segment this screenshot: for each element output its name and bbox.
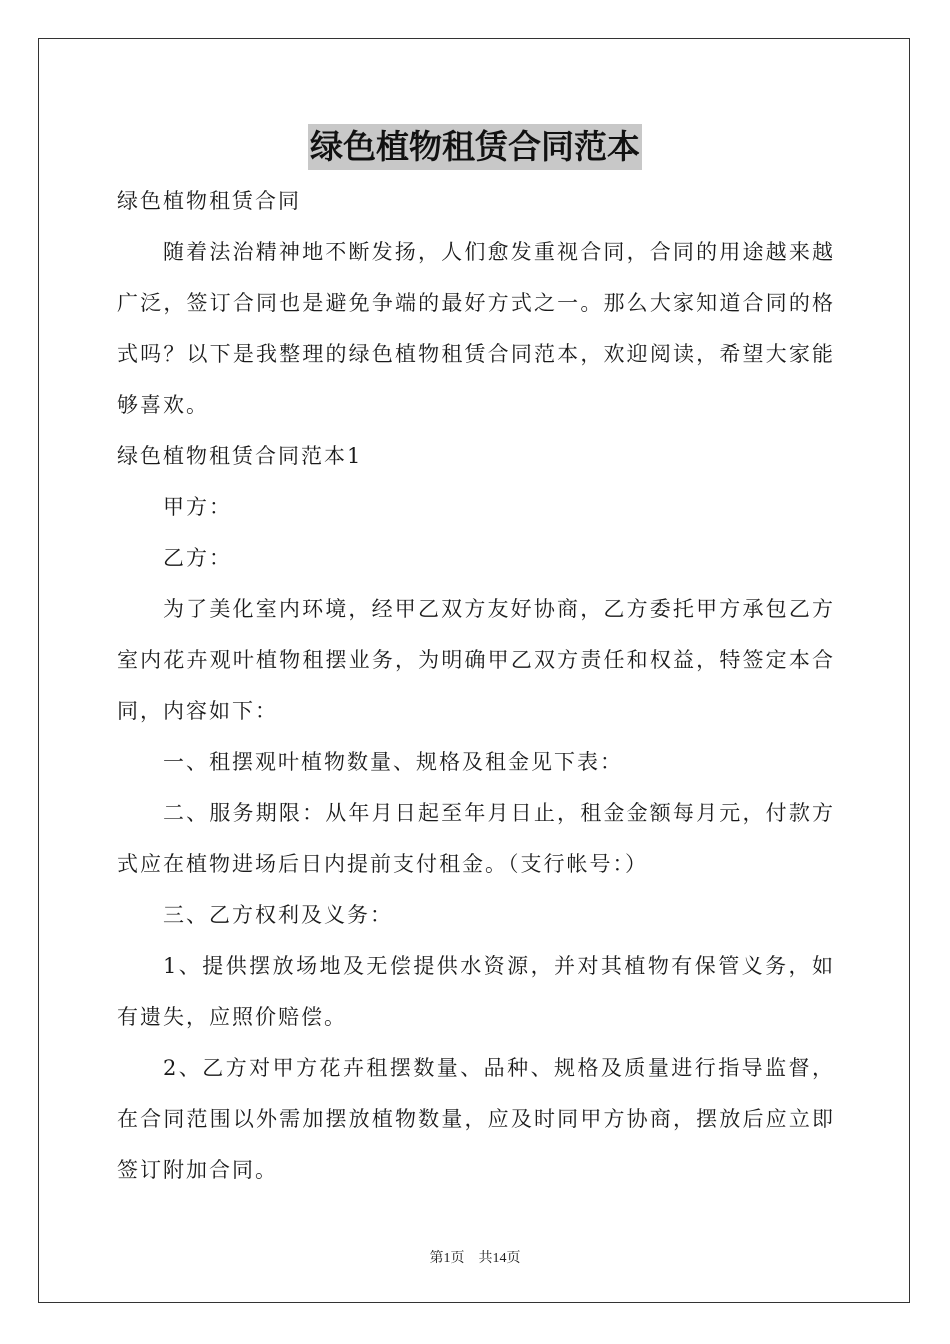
intro-paragraph: 随着法治精神地不断发扬，人们愈发重视合同，合同的用途越来越广泛，签订合同也是避免争端的最好方式之一。那么大家知道合同的格式吗？以下是我整理的绿色植物租赁合同范本，欢迎阅读，希望大家能够喜欢。: [117, 240, 835, 417]
document-body: [117, 176, 835, 1196]
purpose-paragraph: 为了美化室内环境，经甲乙双方友好协商，乙方委托甲方承包乙方室内花卉观叶植物租摆业务，为明确甲乙双方责任和权益，特签定本合同，内容如下：: [117, 597, 835, 723]
subtitle-paragraph: 绿色植物租赁合同: [117, 189, 301, 213]
party-a-line: 甲方：: [163, 495, 232, 519]
clause-3-item-2: 2、乙方对甲方花卉租摆数量、品种、规格及质量进行指导监督，在合同范围以外需加摆放植物数量，应及时同甲方协商，摆放后应立即签订附加合同。: [117, 1056, 835, 1182]
page-number-footer: 第1页 共14页: [429, 1251, 521, 1266]
document-title-container: [0, 124, 950, 170]
clause-3: 三、乙方权利及义务：: [163, 903, 393, 927]
document-title: 绿色植物租赁合同范本: [308, 124, 642, 170]
party-b-line: 乙方：: [163, 546, 232, 570]
section-heading: 绿色植物租赁合同范本1: [117, 444, 363, 468]
clause-3-item-1: 1、提供摆放场地及无偿提供水资源，并对其植物有保管义务，如有遗失，应照价赔偿。: [117, 954, 835, 1029]
clause-1: 一、租摆观叶植物数量、规格及租金见下表：: [163, 750, 623, 774]
clause-2: 二、服务期限：从年月日起至年月日止，租金金额每月元，付款方式应在植物进场后日内提前支付租金。（支行帐号：）: [117, 801, 835, 876]
